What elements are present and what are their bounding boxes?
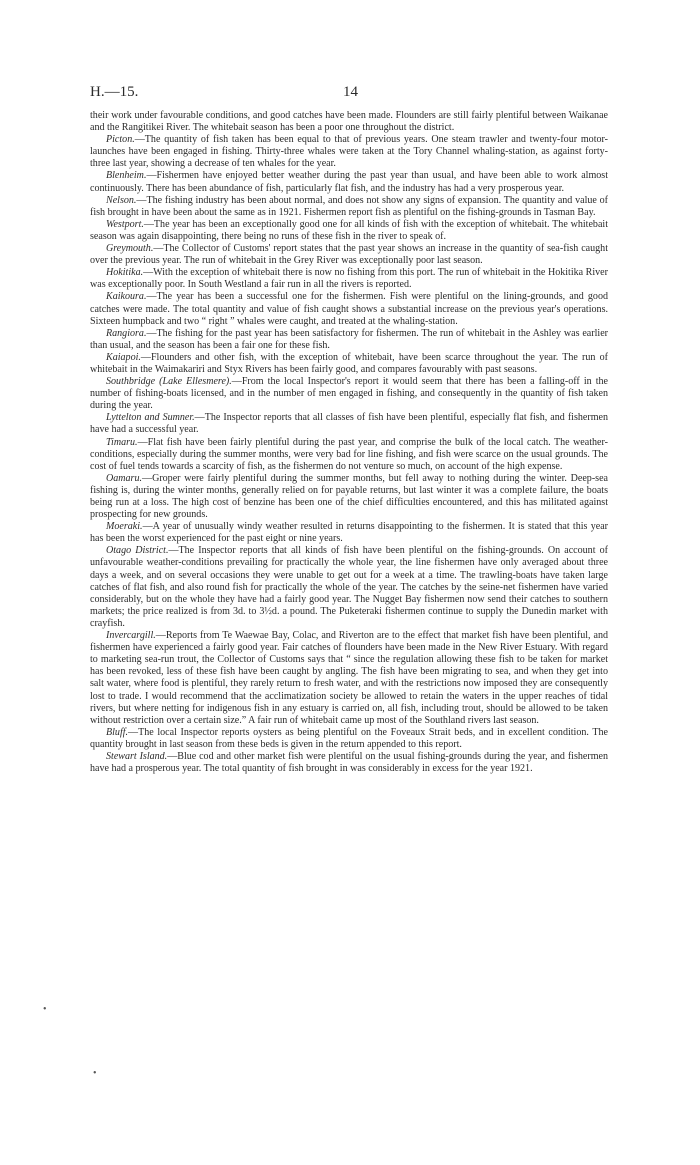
district-paragraph [90, 328, 608, 352]
district-paragraph [90, 473, 608, 521]
paragraph-text: their work under favourable conditions, and good catches have been made. Flounders are still fairly plentiful between Waikanae and the Rangitikei River. The whitebait season has been a poor one throughout the district. [90, 110, 608, 134]
district-name: Hokitika. [106, 267, 144, 279]
district-name: Moeraki. [106, 521, 143, 533]
district-paragraph [90, 727, 608, 751]
district-name: Blenheim. [106, 170, 147, 182]
district-paragraph [90, 376, 608, 412]
district-paragraph [90, 195, 608, 219]
district-paragraph [90, 751, 608, 775]
district-paragraph [90, 267, 608, 291]
district-paragraph [90, 219, 608, 243]
paragraph-text: —The fishing for the past year has been satisfactory for fishermen. The run of whitebait in the Ashley was earlier than usual, and the season has been a fair one for these fish. [90, 327, 608, 351]
paragraph-text: —Flounders and other fish, with the exception of whitebait, have been scarce throughout the year. The run of whitebait in the Waimakariri and Styx Rivers has been fairly good, and compares favourably with past seasons. [90, 351, 608, 375]
district-paragraph [90, 134, 608, 170]
district-name: Westport. [106, 218, 144, 230]
paragraph-text: —The quantity of fish taken has been equal to that of previous years. One steam trawler and twenty-four motor-launches have been engaged in fishing. Thirty-three whales were taken at the Tory Channel whaling-station, as against forty-three last year, showing a decrease of ten whales for the year. [90, 134, 608, 170]
district-name: Invercargill. [106, 630, 156, 642]
district-paragraph [90, 437, 608, 473]
district-name: Kaikoura. [106, 291, 147, 303]
paragraph-text: —The Inspector reports that all kinds of fish have been plentiful on the fishing-grounds. On account of unfavourable weather-conditions prevailing for practically the whole year, the line fishermen have only averaged about three days a week, and on several occasions they were unable to get out for a week at a time. The trawling-boats have taken large catches of flat fish, and also round fish for practically the whole of the year. The catches by the seine-net fishermen have varied considerably, but on the whole they have had a fairly good year. The Nugget Bay fishermen now send their catches to southern markets; the price realized is from 3d. to 3½d. a pound. The Puketeraki fishermen continue to supply the Dunedin market with crayfish. [90, 545, 608, 629]
district-paragraph [90, 412, 608, 436]
paragraph-text: —The local Inspector reports oysters as being plentiful on the Foveaux Strait beds, and in excellent condition. The quantity brought in last season from these beds is given in the return appended to this report. [90, 726, 608, 750]
paragraph-text: —The year has been a successful one for the fishermen. Fish were plentiful on the lining-grounds, and good catches were made. The total quantity and value of fish caught shows a substantial increase on the previous year's operations. Sixteen humpback and two “ right ” whales were caught, and treated at the whaling-station. [90, 291, 608, 327]
district-paragraph [90, 352, 608, 376]
district-paragraph [90, 521, 608, 545]
paragraph-text: —Flat fish have been fairly plentiful during the past year, and comprise the bulk of the local catch. The weather-conditions, especially during the summer months, were very bad for line fishing, and fish were scarce on the usual grounds. The cost of fuel tends towards a scarcity of fish, as the fishermen do not venture so much, on account of the high expense. [90, 436, 608, 472]
paragraph-text: —Groper were fairly plentiful during the summer months, but fell away to nothing during the winter. Deep-sea fishing is, during the winter months, generally relied on for payable returns, but last winter it was a complete failure, the boats being run at a loss. The high cost of benzine has been one of the chief difficulties encountered, and this has militated against prospecting for new grounds. [90, 472, 608, 521]
paragraph-text: —The Inspector reports that all classes of fish have been plentiful, especially flat fish, and fishermen have had a successful year. [90, 412, 608, 436]
district-paragraph [90, 291, 608, 327]
district-name: Nelson. [106, 194, 137, 206]
report-code: H.—15. [90, 84, 139, 100]
paragraph-text: —The year has been an exceptionally good one for all kinds of fish with the exception of whitebait. The whitebait season was again disappointing, there being no runs of these fish in the river to speak of. [90, 218, 608, 242]
paragraph-text: —Fishermen have enjoyed better weather during the past year than usual, and have been able to work almost continuously. There has been abundance of fish, particularly flat fish, and the industry has had a very prosperous year. [90, 170, 608, 194]
stray-mark: • [43, 1004, 47, 1015]
paragraph-text: —With the exception of whitebait there is now no fishing from this port. The run of whitebait in the Hokitika River was exceptionally poor. In South Westland a fair run in all the rivers is reported. [90, 267, 608, 291]
paragraph-text: —From the local Inspector's report it would seem that there has been a falling-off in the number of fishing-boats licensed, and in the number of men engaged in fishing, and consequently in the quantity of fish taken during the year. [90, 376, 608, 412]
paragraph-text: —A year of unusually windy weather resulted in returns disappointing to the fishermen. It is stated that this year has been the worst experienced for the past eight or nine years. [90, 521, 608, 545]
district-name: Oamaru. [106, 472, 143, 484]
district-name: Rangiora. [106, 327, 147, 339]
district-name: Otago District. [106, 545, 169, 557]
district-paragraph [90, 243, 608, 267]
report-body [90, 110, 608, 775]
district-name: Stewart Island. [106, 750, 168, 762]
district-name: Greymouth. [106, 243, 154, 255]
paragraph-text: —Blue cod and other market fish were plentiful on the usual fishing-grounds during the year, and fishermen have had a prosperous year. The total quantity of fish brought in was considerably in excess for the year 1921. [90, 750, 608, 775]
district-paragraph [90, 170, 608, 194]
page-number: 14 [343, 84, 358, 100]
district-name: Timaru. [106, 436, 138, 448]
paragraph-text: —The Collector of Customs' report states that the past year shows an increase in the quantity of sea-fish caught over the previous year. The run of whitebait in the Grey River was exceptionally poor last season. [90, 243, 608, 267]
district-paragraph [90, 545, 608, 630]
district-paragraph [90, 630, 608, 727]
district-name: Lyttelton and Sumner. [106, 412, 195, 424]
district-name: Southbridge (Lake Ellesmere). [106, 376, 232, 388]
paragraph-text: —Reports from Te Waewae Bay, Colac, and Riverton are to the effect that market fish have been plentiful, and fishermen have experienced a fairly good year. Fair catches of flounders have been made in the New River Estuary. With regard to marketing sea-run trout, the Collector of Customs says that “ since the regulation allowing these fish to be taken for market has been revoked, less of these fish have been caught by angling. The fish have been migrating to sea, and when they get into salt water, where food is plentiful, they rarely return to fresh water, and with the restrictions now imposed they are consequently lost to trade. I would recommend that the acclimatization society be allowed to retain the waters in the upper reaches of tidal rivers, but where netting for indigenous fish in any estuary is carried on, all fish, including trout, should be allowed to be taken without restriction over a certain size.” A fair run of whitebait came up most of the Southland rivers last season. [90, 630, 608, 726]
district-name: Picton. [106, 134, 135, 146]
continued-paragraph [90, 110, 608, 134]
paragraph-text: —The fishing industry has been about normal, and does not show any signs of expansion. The quantity and value of fish brought in have been about the same as in 1921. Fishermen report fish as plentiful on the fishing-grounds in Tasman Bay. [90, 194, 608, 218]
page-header [90, 84, 608, 104]
district-name: Kaiapoi. [106, 351, 141, 363]
district-name: Bluff. [106, 726, 129, 738]
stray-mark: • [93, 1068, 97, 1079]
